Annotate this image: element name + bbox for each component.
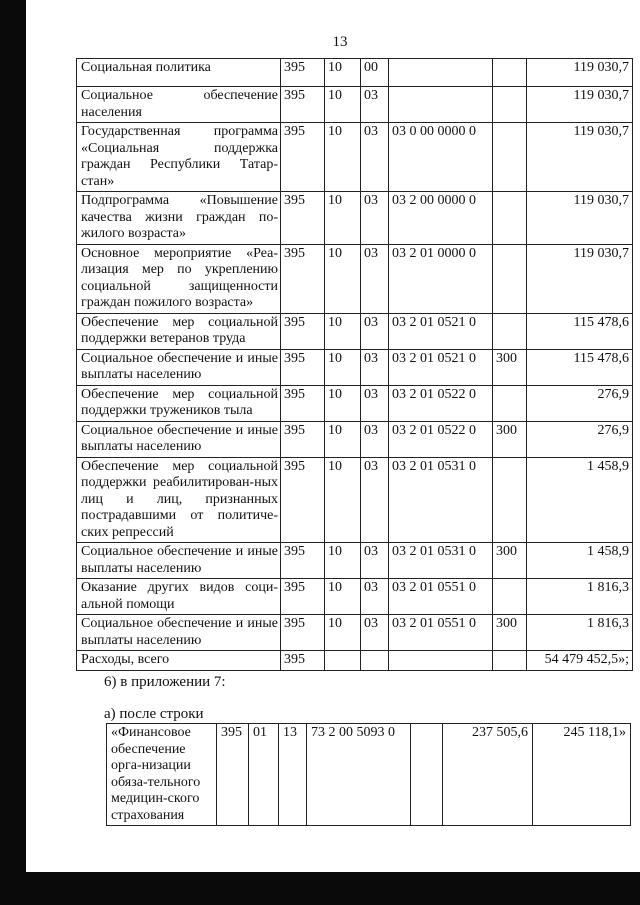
target-item-code: 73 2 00 5093 0 bbox=[307, 724, 411, 826]
amount: 119 030,7 bbox=[527, 123, 633, 192]
row-name: Обеспечение мер социальной поддержки ветеранов труда bbox=[77, 313, 281, 349]
table-row bbox=[77, 87, 633, 123]
table-row bbox=[77, 192, 633, 245]
table-row bbox=[77, 651, 633, 671]
row-name: Социальная политика bbox=[77, 59, 281, 87]
section-code: 10 bbox=[325, 123, 361, 192]
table-row bbox=[77, 349, 633, 385]
table-row bbox=[107, 724, 631, 826]
target-item-code: 03 0 00 0000 0 bbox=[389, 123, 493, 192]
subsection-code: 03 bbox=[361, 192, 389, 245]
ministry-code: 395 bbox=[281, 313, 325, 349]
expense-type-code bbox=[493, 651, 527, 671]
section-code: 10 bbox=[325, 244, 361, 313]
amount: 115 478,6 bbox=[527, 349, 633, 385]
section-code: 10 bbox=[325, 192, 361, 245]
subsection-code: 03 bbox=[361, 313, 389, 349]
expense-type-code: 300 bbox=[493, 421, 527, 457]
ministry-code: 395 bbox=[281, 543, 325, 579]
subsection-code: 13 bbox=[279, 724, 307, 826]
row-name: Социальное обеспечение и иные выплаты населению bbox=[77, 543, 281, 579]
expense-type-code bbox=[493, 244, 527, 313]
target-item-code: 03 2 01 0522 0 bbox=[389, 421, 493, 457]
amount: 276,9 bbox=[527, 421, 633, 457]
subsection-code: 03 bbox=[361, 385, 389, 421]
subsection-code: 03 bbox=[361, 87, 389, 123]
row-name: Социальное обеспечение и иные выплаты населению bbox=[77, 615, 281, 651]
subsection-code: 03 bbox=[361, 421, 389, 457]
row-name: Обеспечение мер социальной поддержки реабилитирован-ных лиц и лиц, признанных пострадавшими от политиче-ских репрессий bbox=[77, 457, 281, 543]
scan-left-edge bbox=[0, 0, 26, 872]
row-name: Обеспечение мер социальной поддержки тружеников тыла bbox=[77, 385, 281, 421]
expense-type-code: 300 bbox=[493, 543, 527, 579]
section-code: 10 bbox=[325, 385, 361, 421]
section-code: 10 bbox=[325, 59, 361, 87]
ministry-code: 395 bbox=[217, 724, 249, 826]
ministry-code: 395 bbox=[281, 579, 325, 615]
table-row bbox=[77, 543, 633, 579]
subsection-code: 03 bbox=[361, 457, 389, 543]
section-code: 10 bbox=[325, 457, 361, 543]
budget-table bbox=[76, 58, 633, 671]
target-item-code bbox=[389, 651, 493, 671]
target-item-code: 03 2 01 0531 0 bbox=[389, 543, 493, 579]
ministry-code: 395 bbox=[281, 457, 325, 543]
amount: 54 479 452,5»; bbox=[527, 651, 633, 671]
ministry-code: 395 bbox=[281, 615, 325, 651]
table-row bbox=[77, 59, 633, 87]
table-row bbox=[77, 579, 633, 615]
expense-type-code bbox=[493, 457, 527, 543]
section-code: 10 bbox=[325, 349, 361, 385]
table-row bbox=[77, 244, 633, 313]
target-item-code: 03 2 00 0000 0 bbox=[389, 192, 493, 245]
subsection-code: 00 bbox=[361, 59, 389, 87]
row-name: Социальное обеспечение и иные выплаты населению bbox=[77, 349, 281, 385]
subsection-code: 03 bbox=[361, 349, 389, 385]
subsection-code: 03 bbox=[361, 543, 389, 579]
expense-type-code bbox=[493, 313, 527, 349]
amount: 115 478,6 bbox=[527, 313, 633, 349]
expense-type-code bbox=[493, 192, 527, 245]
ministry-code: 395 bbox=[281, 385, 325, 421]
target-item-code: 03 2 01 0521 0 bbox=[389, 313, 493, 349]
page-number: 13 bbox=[332, 34, 348, 50]
expense-type-code bbox=[493, 87, 527, 123]
section-code bbox=[325, 651, 361, 671]
ministry-code: 395 bbox=[281, 349, 325, 385]
amount: 119 030,7 bbox=[527, 87, 633, 123]
target-item-code: 03 2 01 0000 0 bbox=[389, 244, 493, 313]
amount: 1 458,9 bbox=[527, 543, 633, 579]
ministry-code: 395 bbox=[281, 87, 325, 123]
row-name: Основное мероприятие «Реа-лизация мер по укреплению социальной защищенности граждан пожилого возраста» bbox=[77, 244, 281, 313]
row-name: Социальное обеспечение и иные выплаты населению bbox=[77, 421, 281, 457]
row-name: «Финансовое обеспечение орга-низации обяза-тельного медицин-ского страхования bbox=[107, 724, 217, 826]
table-row bbox=[77, 421, 633, 457]
table-row bbox=[77, 457, 633, 543]
subsection-code bbox=[361, 651, 389, 671]
subsection-code: 03 bbox=[361, 123, 389, 192]
expense-type-code bbox=[493, 59, 527, 87]
appendix-table bbox=[106, 723, 631, 826]
subsection-code: 03 bbox=[361, 579, 389, 615]
expense-type-code bbox=[493, 123, 527, 192]
amount: 119 030,7 bbox=[527, 192, 633, 245]
section-code: 10 bbox=[325, 421, 361, 457]
section-code: 10 bbox=[325, 615, 361, 651]
amount: 119 030,7 bbox=[527, 59, 633, 87]
section-code: 10 bbox=[325, 579, 361, 615]
ministry-code: 395 bbox=[281, 59, 325, 87]
amount-year-1: 237 505,6 bbox=[443, 724, 533, 826]
section-code: 01 bbox=[249, 724, 279, 826]
appendix-heading: 6) в приложении 7: bbox=[104, 674, 226, 690]
ministry-code: 395 bbox=[281, 421, 325, 457]
target-item-code bbox=[389, 59, 493, 87]
ministry-code: 395 bbox=[281, 123, 325, 192]
table-row bbox=[77, 385, 633, 421]
section-code: 10 bbox=[325, 313, 361, 349]
target-item-code: 03 2 01 0521 0 bbox=[389, 349, 493, 385]
ministry-code: 395 bbox=[281, 244, 325, 313]
expense-type-code: 300 bbox=[493, 349, 527, 385]
ministry-code: 395 bbox=[281, 192, 325, 245]
expense-type-code bbox=[493, 385, 527, 421]
amount-year-2: 245 118,1» bbox=[533, 724, 631, 826]
target-item-code: 03 2 01 0551 0 bbox=[389, 615, 493, 651]
target-item-code: 03 2 01 0522 0 bbox=[389, 385, 493, 421]
row-name: Расходы, всего bbox=[77, 651, 281, 671]
expense-type-code bbox=[411, 724, 443, 826]
row-name: Оказание других видов соци-альной помощи bbox=[77, 579, 281, 615]
ministry-code: 395 bbox=[281, 651, 325, 671]
target-item-code: 03 2 01 0531 0 bbox=[389, 457, 493, 543]
amount: 1 816,3 bbox=[527, 615, 633, 651]
row-name: Социальное обеспечение населения bbox=[77, 87, 281, 123]
expense-type-code: 300 bbox=[493, 615, 527, 651]
target-item-code: 03 2 01 0551 0 bbox=[389, 579, 493, 615]
amount: 1 816,3 bbox=[527, 579, 633, 615]
section-code: 10 bbox=[325, 543, 361, 579]
table-row bbox=[77, 123, 633, 192]
subsection-code: 03 bbox=[361, 244, 389, 313]
expense-type-code bbox=[493, 579, 527, 615]
amount: 276,9 bbox=[527, 385, 633, 421]
target-item-code bbox=[389, 87, 493, 123]
scan-bottom-edge bbox=[0, 872, 640, 905]
amount: 1 458,9 bbox=[527, 457, 633, 543]
row-name: Государственная программа «Социальная поддержка граждан Республики Татар-стан» bbox=[77, 123, 281, 192]
table-row bbox=[77, 615, 633, 651]
table-row bbox=[77, 313, 633, 349]
section-code: 10 bbox=[325, 87, 361, 123]
row-name: Подпрограмма «Повышение качества жизни граждан по-жилого возраста» bbox=[77, 192, 281, 245]
amount: 119 030,7 bbox=[527, 244, 633, 313]
after-row-heading: а) после строки bbox=[104, 706, 204, 722]
subsection-code: 03 bbox=[361, 615, 389, 651]
